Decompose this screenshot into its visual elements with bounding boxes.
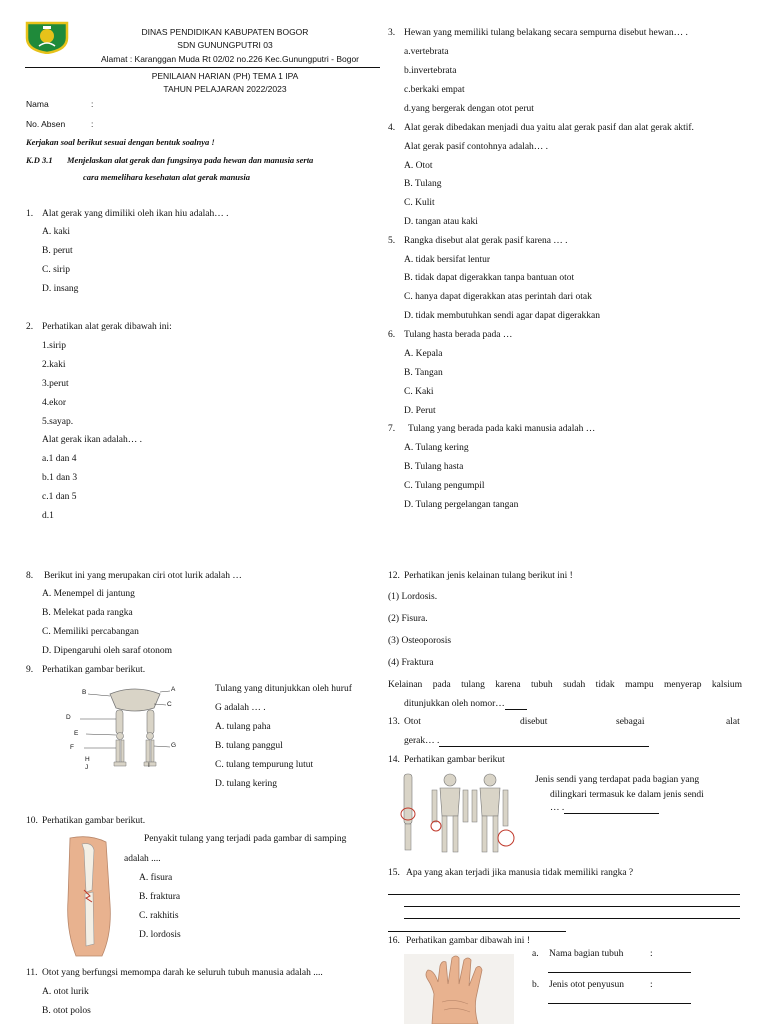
q13-word-4: alat [726, 717, 740, 727]
q4-option-d: D. tangan atau kaki [404, 217, 478, 227]
q2-option-b: b.1 dan 3 [42, 473, 78, 483]
q10-text: Perhatikan gambar berikut. [42, 816, 146, 826]
q3-option-c: c.berkaki empat [404, 85, 465, 95]
q5-number: 5. [388, 236, 396, 246]
q13-number: 13. [388, 717, 400, 727]
q1-number: 1. [26, 209, 34, 219]
q13-word-3: sebagai [616, 717, 645, 727]
name-label: Nama [26, 99, 49, 109]
q10-option-d: D. lordosis [139, 930, 181, 940]
fig-label-a: A [171, 686, 176, 693]
school-name: SDN GUNUNGPUTRI 03 [177, 40, 273, 50]
q9-number: 9. [26, 665, 34, 675]
q5-option-a: A. tidak bersifat lentur [404, 255, 491, 265]
q6-number: 6. [388, 330, 396, 340]
q3-option-a: a.vertebrata [404, 47, 449, 57]
q8-option-c: C. Memiliki percabangan [42, 627, 139, 637]
q9-option-d: D. tulang kering [215, 779, 278, 789]
q14-number: 14. [388, 755, 400, 765]
instruction: Kerjakan soal berikut sesuai dengan bentuk soalnya ! [26, 137, 215, 147]
q12-stem-1: Kelainan pada tulang karena tubuh sudah tidak mampu menyerap kalsium [388, 680, 742, 690]
q14-stem-3: … . [550, 803, 565, 813]
q4-number: 4. [388, 123, 396, 133]
q12-item-3: (3) Osteoporosis [388, 636, 452, 646]
kd-line-1: Menjelaskan alat gerak dan fungsinya pada hewan dan manusia serta [67, 155, 314, 165]
q16-a-answer-line[interactable] [548, 972, 691, 973]
q4-text-2: Alat gerak pasif contohnya adalah… . [404, 142, 549, 152]
q16-b-text: Jenis otot penyusun [549, 980, 624, 990]
q11-number: 11. [26, 968, 38, 978]
q11-text: Otot yang berfungsi memompa darah ke seluruh tubuh manusia adalah .... [42, 968, 323, 978]
q8-option-a: A. Menempel di jantung [42, 589, 135, 599]
fig-label-j: J [85, 764, 89, 771]
q7-option-d: D. Tulang pergelangan tangan [404, 500, 519, 510]
q13-line-2: gerak… . [404, 736, 440, 746]
q16-b-label: b. [532, 980, 540, 990]
fig-label-f: F [70, 744, 74, 751]
q8-option-d: D. Dipengaruhi oleh saraf otonom [42, 646, 173, 656]
school-address: Alamat : Karanggan Muda Rt 02/02 no.226 Kec.Gunungputri - Bogor [101, 54, 359, 64]
q16-a-label: a. [532, 949, 539, 959]
q16-b-answer-line[interactable] [548, 1003, 691, 1004]
q13-word-2: disebut [520, 717, 548, 727]
q12-number: 12. [388, 571, 400, 581]
q15-number: 15. [388, 868, 400, 878]
q12-item-2: (2) Fisura. [388, 614, 428, 624]
q16-text: Perhatikan gambar dibawah ini ! [406, 936, 530, 946]
skeleton-joints-figure [394, 770, 528, 856]
q6-option-b: B. Tangan [404, 368, 443, 378]
q7-option-b: B. Tulang hasta [404, 462, 464, 472]
kd-line-2: cara memelihara kesehatan alat gerak manusia [83, 172, 250, 182]
q2-number: 2. [26, 322, 34, 332]
q13-word-1: Otot [404, 717, 421, 727]
q5-text: Rangka disebut alat gerak pasif karena … . [404, 236, 568, 246]
q12-answer-blank[interactable] [505, 700, 527, 710]
q9-option-b: B. tulang panggul [215, 741, 283, 751]
q2-option-c: c.1 dan 5 [42, 492, 77, 502]
q4-option-a: A. Otot [404, 161, 433, 171]
fig-label-g: G [171, 742, 177, 749]
q16-b-colon: : [650, 980, 653, 990]
q6-option-d: D. Perut [404, 406, 436, 416]
fig-label-b: B [82, 689, 87, 696]
q8-text: Berikut ini yang merupakan ciri otot lurik adalah … [44, 571, 242, 581]
q7-number: 7. [388, 424, 396, 434]
agency-name: DINAS PENDIDIKAN KABUPATEN BOGOR [141, 27, 309, 37]
q16-a-colon: : [650, 949, 653, 959]
q4-text-1: Alat gerak dibedakan menjadi dua yaitu alat gerak pasif dan alat gerak aktif. [404, 123, 694, 133]
fig-label-c: C [167, 701, 172, 708]
q7-option-a: A. Tulang kering [404, 443, 469, 453]
q1-option-a: A. kaki [42, 227, 70, 237]
q14-text: Perhatikan gambar berikut [404, 755, 505, 765]
q12-stem-2: ditunjukkan oleh nomor… [404, 699, 505, 709]
q14-stem-2: dilingkari termasuk ke dalam jenis sendi [550, 790, 704, 800]
q15-answer-line-3[interactable] [404, 918, 740, 919]
q12-text: Perhatikan jenis kelainan tulang berikut ini ! [404, 571, 573, 581]
q14-answer-blank[interactable] [564, 804, 659, 814]
school-logo [25, 20, 69, 54]
q9-option-a: A. tulang paha [215, 722, 271, 732]
q4-option-c: C. Kulit [404, 198, 435, 208]
q9-text: Perhatikan gambar berikut. [42, 665, 146, 675]
q2-item-3: 3.perut [42, 379, 69, 389]
q15-answer-line-1[interactable] [388, 894, 740, 895]
q1-option-b: B. perut [42, 246, 73, 256]
q9-option-c: C. tulang tempurung lutut [215, 760, 314, 770]
q6-option-c: C. Kaki [404, 387, 434, 397]
q10-option-a: A. fisura [139, 873, 173, 883]
absen-colon: : [91, 119, 94, 129]
q10-stem-2: adalah .... [124, 854, 161, 864]
academic-year: TAHUN PELAJARAN 2022/2023 [163, 84, 287, 94]
q10-number: 10. [26, 816, 38, 826]
q7-text: Tulang yang berada pada kaki manusia adalah … [408, 424, 596, 434]
q16-a-text: Nama bagian tubuh [549, 949, 624, 959]
q6-option-a: A. Kepala [404, 349, 443, 359]
fig-label-e: E [74, 730, 79, 737]
q13-line-2-row [404, 735, 649, 747]
name-colon: : [91, 99, 94, 109]
q13-answer-blank[interactable] [439, 737, 649, 747]
q11-option-b: B. otot polos [42, 1006, 91, 1016]
header-divider [25, 67, 380, 68]
fig-label-i: I [148, 762, 150, 769]
q5-option-d: D. tidak membutuhkan sendi agar dapat digerakkan [404, 311, 601, 321]
q16-number: 16. [388, 936, 400, 946]
absen-label: No. Absen [26, 119, 66, 129]
q2-option-d: d.1 [42, 511, 54, 521]
q10-option-c: C. rakhitis [139, 911, 179, 921]
q2-item-1: 1.sirip [42, 341, 67, 351]
q2-text: Perhatikan alat gerak dibawah ini: [42, 322, 172, 332]
q15-answer-line-4[interactable] [388, 931, 566, 932]
q12-item-1: (1) Lordosis. [388, 592, 438, 602]
q14-stem-3-row [550, 802, 659, 814]
q12-item-4: (4) Fraktura [388, 658, 434, 668]
q8-number: 8. [26, 571, 34, 581]
q15-answer-line-2[interactable] [404, 906, 740, 907]
fig-label-h: H [85, 756, 90, 763]
q2-option-a: a.1 dan 4 [42, 454, 77, 464]
q1-text: Alat gerak yang dimiliki oleh ikan hiu adalah… . [42, 209, 229, 219]
q14-stem-1: Jenis sendi yang terdapat pada bagian yang [535, 775, 700, 785]
q7-option-c: C. Tulang pengumpil [404, 481, 485, 491]
fig-label-d: D [66, 714, 71, 721]
q10-option-b: B. fraktura [139, 892, 181, 902]
q3-option-b: b.invertebrata [404, 66, 457, 76]
q5-option-b: B. tidak dapat digerakkan tanpa bantuan otot [404, 273, 575, 283]
q2-item-5: 5.sayap. [42, 417, 74, 427]
q9-stem-1: Tulang yang ditunjukkan oleh huruf [215, 684, 352, 694]
kd-code: K.D 3.1 [26, 155, 53, 165]
q1-option-c: C. sirip [42, 265, 70, 275]
q4-option-b: B. Tulang [404, 179, 442, 189]
leg-figure-labels [66, 686, 190, 771]
q3-number: 3. [388, 28, 396, 38]
q3-option-d: d.yang bergerak dengan otot perut [404, 104, 534, 114]
q2-item-4: 4.ekor [42, 398, 67, 408]
q2-stem: Alat gerak ikan adalah… . [42, 435, 142, 445]
hand-palm-figure [404, 954, 514, 1024]
q15-text: Apa yang akan terjadi jika manusia tidak memiliki rangka ? [406, 868, 634, 878]
q10-stem-1: Penyakit tulang yang terjadi pada gambar di samping [144, 834, 347, 844]
q5-option-c: C. hanya dapat digerakkan atas perintah dari otak [404, 292, 592, 302]
q11-option-a: A. otot lurik [42, 987, 89, 997]
q12-stem-2-row [404, 698, 527, 710]
q9-stem-2: G adalah … . [215, 703, 266, 713]
fractured-leg-figure [56, 834, 118, 958]
q3-text: Hewan yang memiliki tulang belakang secara sempurna disebut hewan… . [404, 28, 688, 38]
q1-option-d: D. insang [42, 284, 79, 294]
exam-title: PENILAIAN HARIAN (PH) TEMA 1 IPA [151, 71, 299, 81]
q6-text: Tulang hasta berada pada … [404, 330, 513, 340]
q8-option-b: B. Melekat pada rangka [42, 608, 133, 618]
q2-item-2: 2.kaki [42, 360, 66, 370]
